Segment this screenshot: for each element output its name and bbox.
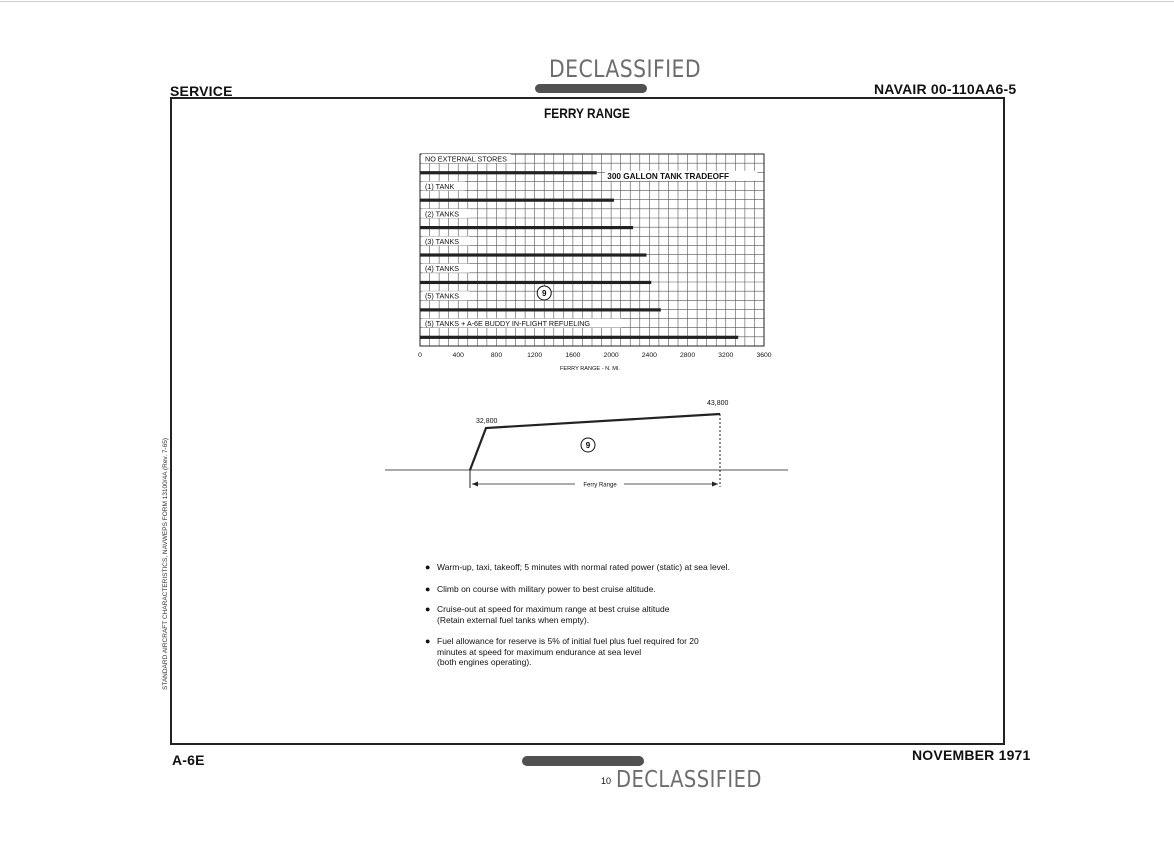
annotation-text: 300 GALLON TANK TRADEOFF bbox=[607, 171, 730, 181]
circle-label: 9 bbox=[541, 288, 547, 298]
note-item bbox=[425, 636, 797, 668]
note-line: Fuel allowance for reserve is 5% of initial fuel plus fuel required for 20 bbox=[437, 636, 699, 646]
aircraft-designation: A-6E bbox=[172, 752, 205, 768]
bar-label: (4) TANKS bbox=[425, 264, 460, 274]
end-altitude-label: 43,800 bbox=[707, 400, 729, 407]
bullet-icon: ● bbox=[425, 562, 431, 572]
bar bbox=[420, 226, 633, 229]
bar-label: (2) TANKS bbox=[425, 209, 460, 219]
note-line: Climb on course with military power to best cruise altitude. bbox=[437, 584, 656, 594]
redaction-mark-top bbox=[535, 84, 647, 93]
x-tick-label: 3200 bbox=[718, 352, 734, 359]
bar bbox=[420, 171, 597, 174]
flight-path bbox=[470, 414, 720, 470]
bar-label: (1) TANK bbox=[425, 181, 455, 191]
range-arrow-right bbox=[712, 482, 718, 487]
bar-label: NO EXTERNAL STORES bbox=[425, 154, 507, 164]
page-number: 10 bbox=[601, 776, 612, 786]
x-tick-label: 400 bbox=[452, 352, 464, 359]
note-line: Cruise-out at speed for maximum range at best cruise altitude bbox=[437, 604, 670, 614]
x-tick-label: 3600 bbox=[756, 352, 772, 359]
bar-label: (5) TANKS + A-6E BUDDY IN-FLIGHT REFUELING bbox=[425, 319, 591, 329]
note-line: minutes at speed for maximum endurance at sea level bbox=[437, 646, 642, 657]
bar bbox=[420, 281, 651, 284]
note-item bbox=[425, 584, 797, 595]
x-tick-label: 2800 bbox=[679, 352, 696, 359]
form-reference-text: STANDARD AIRCRAFT CHARACTERISTICS, NAVWEPS FORM 13100/4A (Rev. 7-65) bbox=[162, 438, 169, 690]
note-item bbox=[425, 562, 797, 573]
x-tick-label: 1600 bbox=[565, 352, 581, 359]
mission-profile-diagram bbox=[380, 395, 800, 500]
note-line: (Retain external fuel tanks when empty). bbox=[437, 614, 590, 625]
profile-circle-label: 9 bbox=[585, 441, 591, 450]
chart-title: FERRY RANGE bbox=[544, 105, 630, 121]
document-number: NAVAIR 00-110AA6-5 bbox=[874, 81, 1017, 97]
x-tick-label: 2000 bbox=[603, 352, 619, 359]
x-tick-label: 800 bbox=[490, 352, 503, 359]
range-label: Ferry Range bbox=[583, 482, 617, 489]
publication-date: NOVEMBER 1971 bbox=[912, 747, 1031, 763]
start-altitude-label: 32,800 bbox=[476, 418, 498, 425]
x-tick-label: 1200 bbox=[527, 352, 543, 359]
bar-label: (5) TANKS bbox=[425, 291, 460, 301]
ferry-range-chart bbox=[400, 148, 790, 378]
chart-grid bbox=[420, 154, 764, 346]
note-line: (both engines operating). bbox=[437, 657, 532, 667]
declassified-stamp-bottom: DECLASSIFIED bbox=[616, 767, 762, 793]
bullet-icon: ● bbox=[425, 604, 431, 614]
top-border-line bbox=[0, 1, 1174, 2]
x-tick-label: 2400 bbox=[641, 352, 657, 359]
bullet-icon: ● bbox=[425, 584, 431, 594]
note-item bbox=[425, 604, 797, 625]
bar bbox=[420, 308, 661, 311]
bullet-icon: ● bbox=[425, 636, 431, 646]
section-label: SERVICE bbox=[170, 83, 233, 99]
bar bbox=[420, 199, 614, 202]
x-axis-label: FERRY RANGE - N. MI. bbox=[559, 366, 621, 372]
declassified-stamp-top: DECLASSIFIED bbox=[549, 55, 702, 83]
redaction-mark-bottom bbox=[522, 756, 644, 766]
note-line: Warm-up, taxi, takeoff; 5 minutes with normal rated power (static) at sea level. bbox=[437, 562, 730, 572]
bar bbox=[420, 253, 646, 256]
bar bbox=[420, 336, 738, 339]
range-arrow-left bbox=[472, 482, 478, 487]
bar-label: (3) TANKS bbox=[425, 236, 460, 246]
x-tick-label: 0 bbox=[418, 352, 422, 359]
